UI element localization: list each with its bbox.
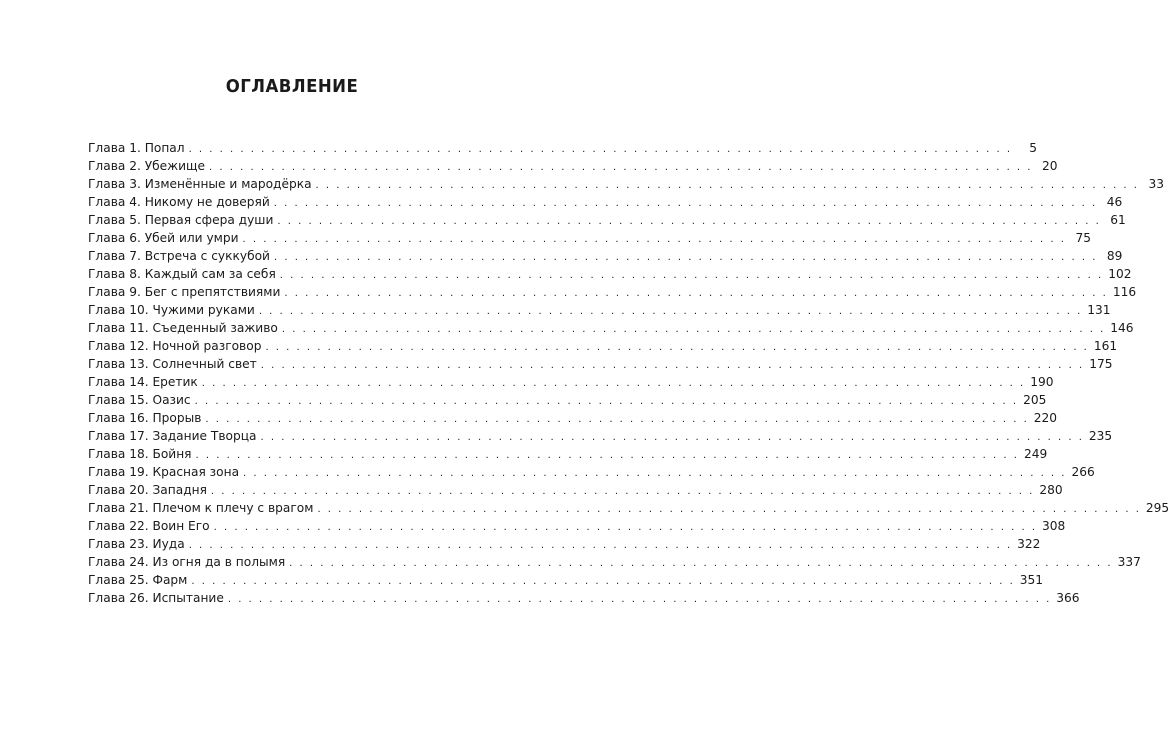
toc-entry-label: Глава 11. Съеденный заживо [88,321,278,335]
dot-leader: . . . . . . . . . . . . . . . . . . . . . . . . . . . . . . . . . . . . . . . . . . . . . . . . . . . . . . . . . . . . . . . . . . . . . . . . . . . . . . . . [317,504,1141,515]
toc-entry-page-number: 295 [1145,501,1169,515]
dot-leader: . . . . . . . . . . . . . . . . . . . . . . . . . . . . . . . . . . . . . . . . . . . . . . . . . . . . . . . . . . . . . . . . . . . . . . . . . . . . . . . . [195,450,1019,461]
toc-entry-label: Глава 22. Воин Его [88,519,210,533]
table-of-contents [88,139,1169,607]
toc-entry-label: Глава 6. Убей или умри [88,231,239,245]
toc-entry-label: Глава 16. Прорыв [88,411,202,425]
toc-entry-label: Глава 15. Оазис [88,393,191,407]
dot-leader: . . . . . . . . . . . . . . . . . . . . . . . . . . . . . . . . . . . . . . . . . . . . . . . . . . . . . . . . . . . . . . . . . . . . . . . . . . . . . . . . [277,216,1101,227]
toc-entry-label: Глава 24. Из огня да в полымя [88,555,286,569]
toc-entry[interactable] [88,211,1126,229]
toc-entry-label: Глава 14. Еретик [88,375,198,389]
toc-entry-page-number: 366 [1056,591,1080,605]
toc-entry-label: Глава 21. Плечом к плечу с врагом [88,501,314,515]
toc-entry[interactable] [88,157,1058,175]
toc-entry[interactable] [88,391,1047,409]
toc-entry-page-number: 146 [1110,321,1134,335]
toc-entry[interactable] [88,571,1044,589]
dot-leader: . . . . . . . . . . . . . . . . . . . . . . . . . . . . . . . . . . . . . . . . . . . . . . . . . . . . . . . . . . . . . . . . . . . . . . . . . . . . . . . . [289,558,1113,569]
toc-entry-label: Глава 2. Убежище [88,159,206,173]
toc-entry[interactable] [88,319,1134,337]
toc-entry-label: Глава 19. Красная зона [88,465,240,479]
toc-entry-label: Глава 5. Первая сфера души [88,213,274,227]
toc-entry[interactable] [88,409,1058,427]
toc-entry-page-number: 116 [1112,285,1137,299]
toc-entry-page-number: 235 [1088,429,1113,443]
toc-entry[interactable] [88,139,1037,157]
toc-entry-page-number: 175 [1089,357,1113,371]
toc-entry[interactable] [88,355,1113,373]
page-title: ОГЛАВЛЕНИЕ [225,76,359,97]
toc-entry[interactable] [88,175,1164,193]
dot-leader: . . . . . . . . . . . . . . . . . . . . . . . . . . . . . . . . . . . . . . . . . . . . . . . . . . . . . . . . . . . . . . . . . . . . . . . . . . . . . . . . [205,414,1029,425]
dot-leader: . . . . . . . . . . . . . . . . . . . . . . . . . . . . . . . . . . . . . . . . . . . . . . . . . . . . . . . . . . . . . . . . . . . . . . . . . . . . . . . . [281,324,1106,335]
toc-entry-page-number: 280 [1039,483,1063,497]
dot-leader: . . . . . . . . . . . . . . . . . . . . . . . . . . . . . . . . . . . . . . . . . . . . . . . . . . . . . . . . . . . . . . . . . . . . . . . . . . . . . . . . [260,432,1084,443]
dot-leader: . . . . . . . . . . . . . . . . . . . . . . . . . . . . . . . . . . . . . . . . . . . . . . . . . . . . . . . . . . . . . . . . . . . . . . . . . . . . . . . . [210,486,1035,497]
dot-leader: . . . . . . . . . . . . . . . . . . . . . . . . . . . . . . . . . . . . . . . . . . . . . . . . . . . . . . . . . . . . . . . . . . . . . . . . . . . . . . . . [209,162,1033,173]
toc-entry-page-number: 33 [1148,177,1164,191]
toc-entry-label: Глава 8. Каждый сам за себя [88,267,276,281]
dot-leader: . . . . . . . . . . . . . . . . . . . . . . . . . . . . . . . . . . . . . . . . . . . . . . . . . . . . . . . . . . . . . . . . . . . . . . . . . . . . . . . . [188,540,1013,551]
toc-entry[interactable] [88,535,1041,553]
toc-entry[interactable] [88,373,1054,391]
dot-leader: . . . . . . . . . . . . . . . . . . . . . . . . . . . . . . . . . . . . . . . . . . . . . . . . . . . . . . . . . . . . . . . . . . . . . . . . . . . . . . . . [273,198,1098,209]
toc-entry-page-number: 46 [1106,195,1123,209]
toc-entry[interactable] [88,283,1137,301]
dot-leader: . . . . . . . . . . . . . . . . . . . . . . . . . . . . . . . . . . . . . . . . . . . . . . . . . . . . . . . . . . . . . . . . . . . . . . . . . . . . . . . . [284,288,1108,299]
toc-entry[interactable] [88,193,1123,211]
toc-entry-page-number: 161 [1093,339,1118,353]
toc-entry[interactable] [88,463,1095,481]
toc-entry-page-number: 308 [1042,519,1066,533]
toc-entry[interactable] [88,517,1066,535]
dot-leader: . . . . . . . . . . . . . . . . . . . . . . . . . . . . . . . . . . . . . . . . . . . . . . . . . . . . . . . . . . . . . . . . . . . . . . . . . . . . . . . . [258,306,1083,317]
toc-entry-page-number: 89 [1106,249,1123,263]
toc-entry-label: Глава 26. Испытание [88,591,224,605]
toc-entry-page-number: 205 [1023,393,1047,407]
toc-entry[interactable] [88,553,1141,571]
dot-leader: . . . . . . . . . . . . . . . . . . . . . . . . . . . . . . . . . . . . . . . . . . . . . . . . . . . . . . . . . . . . . . . . . . . . . . . . . . . . . . . . [243,468,1067,479]
toc-entry-label: Глава 18. Бойня [88,447,192,461]
toc-entry-label: Глава 9. Бег с препятствиями [88,285,281,299]
toc-entry-label: Глава 23. Иуда [88,537,185,551]
dot-leader: . . . . . . . . . . . . . . . . . . . . . . . . . . . . . . . . . . . . . . . . . . . . . . . . . . . . . . . . . . . . . . . . . . . . . . . . . . . . . . . . [227,594,1052,605]
toc-entry[interactable] [88,499,1169,517]
toc-entry-page-number: 220 [1033,411,1058,425]
toc-entry[interactable] [88,229,1091,247]
dot-leader: . . . . . . . . . . . . . . . . . . . . . . . . . . . . . . . . . . . . . . . . . . . . . . . . . . . . . . . . . . . . . . . . . . . . . . . . . . . . . . . . [213,522,1038,533]
toc-entry[interactable] [88,265,1132,283]
dot-leader: . . . . . . . . . . . . . . . . . . . . . . . . . . . . . . . . . . . . . . . . . . . . . . . . . . . . . . . . . . . . . . . . . . . . . . . . . . . . . . . . [260,360,1085,371]
toc-entry-page-number: 61 [1110,213,1126,227]
toc-entry-page-number: 322 [1017,537,1041,551]
toc-entry-page-number: 20 [1041,159,1058,173]
toc-entry-label: Глава 4. Никому не доверяй [88,195,270,209]
dot-leader: . . . . . . . . . . . . . . . . . . . . . . . . . . . . . . . . . . . . . . . . . . . . . . . . . . . . . . . . . . . . . . . . . . . . . . . . . . . . . . . . [201,378,1026,389]
dot-leader: . . . . . . . . . . . . . . . . . . . . . . . . . . . . . . . . . . . . . . . . . . . . . . . . . . . . . . . . . . . . . . . . . . . . . . . . . . . . . . . . [188,144,1012,155]
toc-entry-page-number: 337 [1117,555,1141,569]
toc-entry[interactable] [88,301,1111,319]
toc-entry-page-number: 190 [1030,375,1054,389]
toc-entry-label: Глава 20. Западня [88,483,207,497]
toc-entry-label: Глава 7. Встреча с суккубой [88,249,270,263]
dot-leader: . . . . . . . . . . . . . . . . . . . . . . . . . . . . . . . . . . . . . . . . . . . . . . . . . . . . . . . . . . . . . . . . . . . . . . . . . . . . . . . . [265,342,1089,353]
toc-entry-page-number: 5 [1029,141,1037,155]
toc-entry-page-number: 351 [1019,573,1044,587]
toc-entry[interactable] [88,589,1080,607]
toc-entry[interactable] [88,247,1123,265]
dot-leader: . . . . . . . . . . . . . . . . . . . . . . . . . . . . . . . . . . . . . . . . . . . . . . . . . . . . . . . . . . . . . . . . . . . . . . . . . . . . . . . . [315,180,1139,191]
dot-leader: . . . . . . . . . . . . . . . . . . . . . . . . . . . . . . . . . . . . . . . . . . . . . . . . . . . . . . . . . . . . . . . . . . . . . . . . . . . . . . . . [194,396,1019,407]
toc-entry[interactable] [88,427,1113,445]
toc-entry-page-number: 102 [1108,267,1132,281]
toc-entry-label: Глава 3. Изменённые и мародёрка [88,177,312,191]
toc-entry-label: Глава 1. Попал [88,141,185,155]
toc-entry-page-number: 249 [1023,447,1048,461]
toc-entry-label: Глава 13. Солнечный свет [88,357,257,371]
toc-entry-page-number: 131 [1087,303,1111,317]
toc-entry[interactable] [88,445,1048,463]
dot-leader: . . . . . . . . . . . . . . . . . . . . . . . . . . . . . . . . . . . . . . . . . . . . . . . . . . . . . . . . . . . . . . . . . . . . . . . . . . . . . . . . [273,252,1098,263]
dot-leader: . . . . . . . . . . . . . . . . . . . . . . . . . . . . . . . . . . . . . . . . . . . . . . . . . . . . . . . . . . . . . . . . . . . . . . . . . . . . . . . . [279,270,1104,281]
toc-entry-label: Глава 10. Чужими руками [88,303,255,317]
toc-entry-label: Глава 12. Ночной разговор [88,339,262,353]
toc-entry-label: Глава 25. Фарм [88,573,188,587]
toc-entry-page-number: 266 [1071,465,1095,479]
toc-entry[interactable] [88,481,1063,499]
dot-leader: . . . . . . . . . . . . . . . . . . . . . . . . . . . . . . . . . . . . . . . . . . . . . . . . . . . . . . . . . . . . . . . . . . . . . . . . . . . . . . . . [191,576,1015,587]
toc-entry-page-number: 75 [1075,231,1091,245]
toc-entry[interactable] [88,337,1118,355]
toc-entry-label: Глава 17. Задание Творца [88,429,257,443]
dot-leader: . . . . . . . . . . . . . . . . . . . . . . . . . . . . . . . . . . . . . . . . . . . . . . . . . . . . . . . . . . . . . . . . . . . . . . . . . . . . . . . . [242,234,1066,245]
